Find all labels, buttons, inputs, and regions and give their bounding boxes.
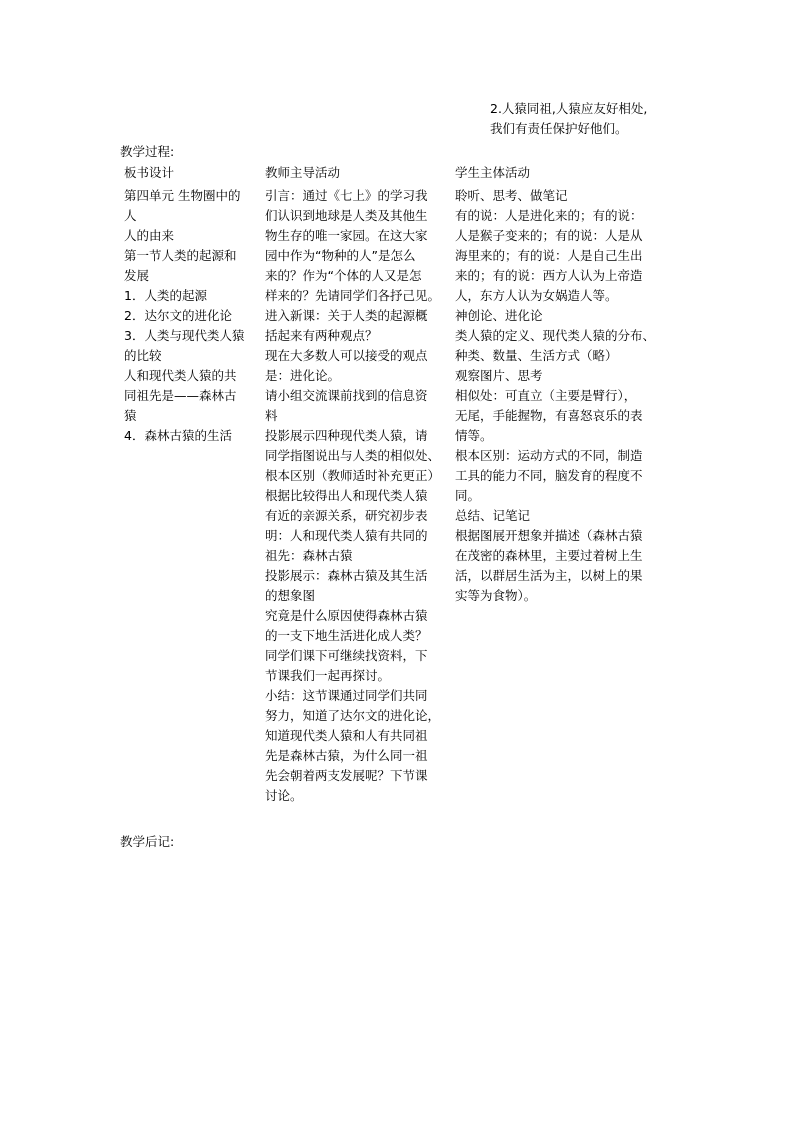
teacher-line: 样来的？先请同学们各抒己见。	[265, 288, 441, 303]
teacher-line: 料	[265, 408, 278, 423]
teacher-line: 明：人和现代类人猿有共同的	[265, 528, 428, 543]
top-note-line-2: 我们有责任保护好他们。	[490, 121, 628, 136]
teacher-line: 同学们课下可继续找资料，下	[265, 648, 428, 663]
teacher-line: 祖先：森林古猿	[265, 548, 353, 563]
header-teacher-activity: 教师主导活动	[265, 165, 341, 180]
student-line: 根本区别：运动方式的不同，制造	[455, 448, 643, 463]
student-line: 种类、数量、生活方式（略）	[455, 348, 618, 363]
teacher-line: 努力，知道了达尔文的进化论，	[265, 708, 441, 723]
board-line: 同祖先是——森林古	[124, 388, 237, 403]
board-line: 发展	[124, 268, 150, 283]
student-line: 无尾，手能握物，有喜怒哀乐的表	[455, 408, 643, 423]
student-line: 来的；有的说：西方人认为上帝造	[455, 268, 643, 283]
teacher-line: 物生存的唯一家园。在这大家	[265, 228, 428, 243]
teacher-line: 的想象图	[265, 588, 316, 603]
teacher-line: 知道现代类人猿和人有共同祖	[265, 728, 428, 743]
teacher-line: 请小组交流课前找到的信息资	[265, 388, 428, 403]
top-note-line-1: 2.人猿同祖,人猿应友好相处,	[490, 101, 648, 116]
board-line: 第一节人类的起源和	[124, 248, 237, 263]
teacher-line: 括起来有两种观点？	[265, 328, 378, 343]
student-line: 类人猿的定义、现代类人猿的分布、	[455, 328, 656, 343]
student-line: 人是猴子变来的；有的说：人是从	[455, 228, 643, 243]
student-line: 相似处：可直立（主要是臂行），	[455, 388, 637, 403]
teacher-line: 先是森林古猿，为什么同一祖	[265, 748, 428, 763]
student-line: 在茂密的森林里，主要过着树上生	[455, 548, 643, 563]
teacher-line: 投影展示：森林古猿及其生活	[265, 568, 428, 583]
teacher-line: 讨论。	[265, 788, 303, 803]
board-design-column	[124, 186, 244, 446]
student-line: 实等为食物）。	[455, 588, 537, 603]
after-class-label: 教学后记:	[120, 834, 175, 849]
teacher-line: 园中作为“物种的人”是怎么	[265, 248, 416, 263]
student-line: 同。	[455, 488, 481, 503]
teacher-line: 来的？作为“个体的人又是怎	[265, 268, 422, 283]
teacher-line: 投影展示四种现代类人猿，请	[265, 428, 428, 443]
teacher-line: 们认识到地球是人类及其他生	[265, 208, 428, 223]
teacher-activity-column	[265, 186, 440, 806]
board-line: 人和现代类人猿的共	[124, 368, 237, 383]
student-line: 活，以群居生活为主，以树上的果	[455, 568, 643, 583]
student-activity-column	[455, 186, 655, 606]
board-line: 2．达尔文的进化论	[124, 308, 232, 323]
board-line: 4．森林古猿的生活	[124, 428, 232, 443]
teacher-line: 进入新课：关于人类的起源概	[265, 308, 428, 323]
student-line: 工具的能力不同，脑发育的程度不	[455, 468, 643, 483]
student-line: 情等。	[455, 428, 493, 443]
teacher-line: 根本区别（教师适时补充更正）	[265, 468, 441, 483]
student-line: 人，东方人认为女娲造人等。	[455, 288, 618, 303]
teacher-line: 是：进化论。	[265, 368, 341, 383]
student-line: 观察图片、思考	[455, 368, 543, 383]
board-line: 1．人类的起源	[124, 288, 207, 303]
teacher-line: 的一支下地生活进化成人类？	[265, 628, 428, 643]
board-line: 人的由来	[124, 228, 175, 243]
student-line: 根据图展开想象并描述（森林古猿	[455, 528, 643, 543]
board-line: 人	[124, 208, 137, 223]
teacher-line: 小结：这节课通过同学们共同	[265, 688, 428, 703]
teacher-line: 现在大多数人可以接受的观点	[265, 348, 428, 363]
teacher-line: 先会朝着两支发展呢？下节课	[265, 768, 428, 783]
board-line: 3．人类与现代类人猿	[124, 328, 245, 343]
teacher-line: 根据比较得出人和现代类人猿	[265, 488, 428, 503]
student-line: 神创论、进化论	[455, 308, 543, 323]
teacher-line: 究竟是什么原因使得森林古猿	[265, 608, 428, 623]
student-line: 海里来的；有的说：人是自己生出	[455, 248, 643, 263]
teacher-line: 同学指图说出与人类的相似处、	[265, 448, 441, 463]
board-line: 第四单元 生物圈中的	[124, 188, 241, 203]
student-line: 有的说：人是进化来的；有的说：	[455, 208, 643, 223]
board-line: 的比较	[124, 348, 162, 363]
student-line: 总结、记笔记	[455, 508, 531, 523]
header-board-design: 板书设计	[124, 165, 175, 180]
teacher-line: 引言：通过《七上》的学习我	[265, 188, 428, 203]
board-line: 猿	[124, 408, 137, 423]
teacher-line: 有近的亲源关系，研究初步表	[265, 508, 428, 523]
student-line: 聆听、思考、做笔记	[455, 188, 568, 203]
teacher-line: 节课我们一起再探讨。	[265, 668, 391, 683]
header-student-activity: 学生主体活动	[455, 165, 531, 180]
teaching-process-label: 教学过程:	[120, 144, 175, 159]
